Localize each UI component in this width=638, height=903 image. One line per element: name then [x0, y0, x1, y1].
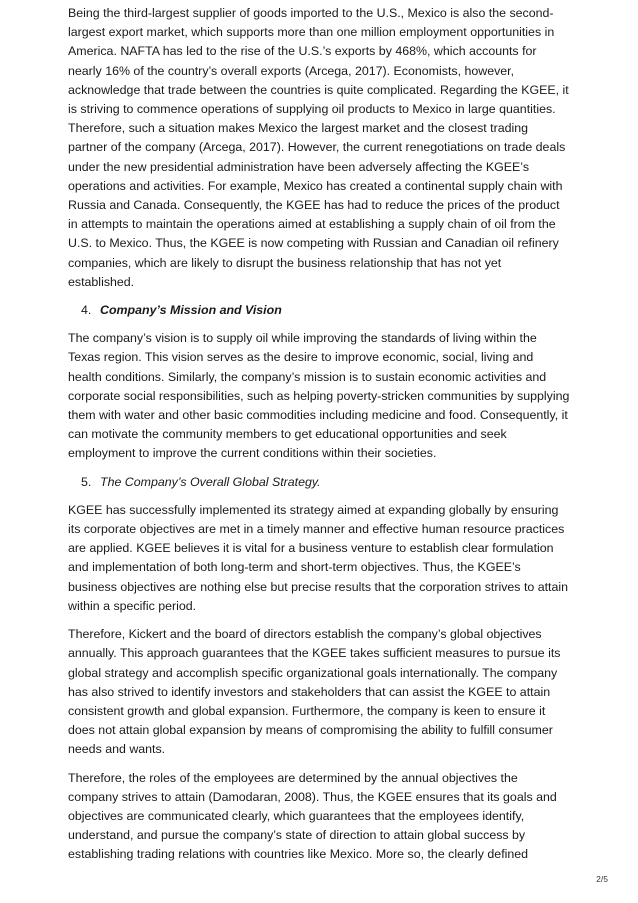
- paragraph-vision-mission: The company’s vision is to supply oil while improving the standards of living within the Texas region. This vision serves as the desire to improve economic, social, living and health conditions. Similarly, the company’s mission is to sustain economic activities and corporate social responsibilities, such as helping poverty-stricken communities by supplying them with water and other basic commodities including medicine and food. Consequently, it can motivate the community members to get educational opportunities and seek employment to improve the current conditions within their societies.: [68, 331, 570, 461]
- page-number: 2/5: [596, 874, 608, 884]
- paragraph-global-objectives: Therefore, Kickert and the board of directors establish the company’s global objectives annually. This approach guarantees that the KGEE takes sufficient measures to pursue its global strategy and accomplish specific organizational goals internationally. The company has also strived to identify investors and stakeholders that can assist the KGEE to attain consistent growth and global expansion. Furthermore, the company is keen to ensure it does not attain global expansion by means of compromising the ability to fulfill consumer needs and wants.: [68, 627, 561, 757]
- section-heading-global-strategy: [68, 473, 570, 492]
- section-number: 5.: [81, 474, 92, 489]
- section-number: 4.: [81, 303, 92, 318]
- paragraph-global-strategy: KGEE has successfully implemented its strategy aimed at expanding globally by ensuring its corporate objectives are met in a timely manner and effective human resource practices are applied. KGEE believes it is vital for a business venture to establish clear formulation and implementation of both long-term and short-term objectives. Thus, the KGEE’s business objectives are nothing else but precise results that the corporation strives to attain within a specific period.: [68, 502, 569, 613]
- paragraph-employee-roles: Therefore, the roles of the employees are determined by the annual objectives the company strives to attain (Damodaran, 2008). Thus, the KGEE ensures that its goals and objectives are communicated clearly, which guarantees that the employees identify, understand, and pursue the company’s state of direction to attain global success by establishing trading relations with countries like Mexico. More so, the clearly defined: [68, 770, 557, 862]
- section-heading-mission-vision: [68, 301, 570, 320]
- paragraph-mexico-trade: Being the third-largest supplier of goods imported to the U.S., Mexico is also the second-largest export market, which supports more than one million employment opportunities in America. NAFTA has led to the rise of the U.S.’s exports by 468%, which accounts for nearly 16% of the country’s overall exports (Arcega, 2017). Economists, however, acknowledge that trade between the countries is quite complicated. Regarding the KGEE, it is striving to commence operations of supplying oil products to Mexico in large quantities. Therefore, such a situation makes Mexico the largest market and the closest trading partner of the company (Arcega, 2017). However, the current renegotiations on trade deals under the new presidential administration have been adversely affecting the KGEE’s operations and activities. For example, Mexico has created a continental supply chain with Russia and Canada. Consequently, the KGEE has had to reduce the prices of the product in attempts to maintain the operations aimed at establishing a supply chain of oil from the U.S. to Mexico. Thus, the KGEE is now competing with Russian and Canadian oil refinery companies, which are likely to disrupt the business relationship that has not yet established.: [68, 6, 569, 289]
- section-title: The Company’s Overall Global Strategy.: [100, 474, 321, 489]
- section-title: Company’s Mission and Vision: [100, 303, 282, 318]
